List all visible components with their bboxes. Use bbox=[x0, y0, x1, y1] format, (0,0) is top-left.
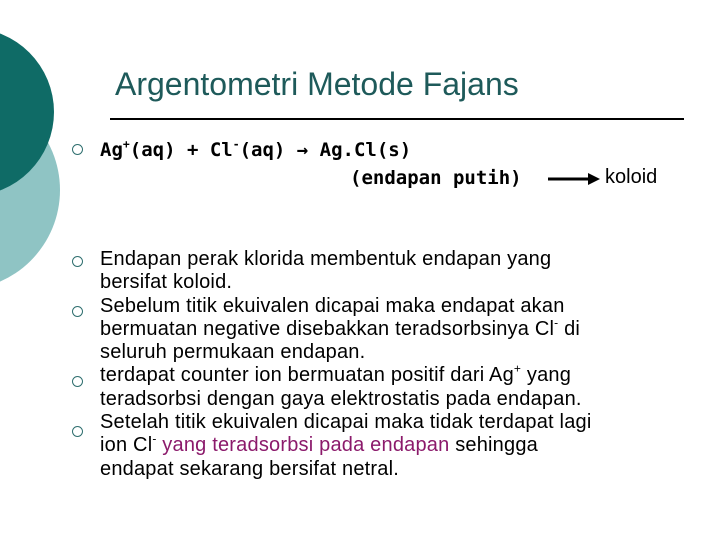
equation-product: (aq) → Ag.Cl(s) bbox=[239, 139, 412, 161]
bullet-icon bbox=[72, 426, 83, 437]
reaction-equation bbox=[100, 136, 411, 164]
list-item bbox=[100, 295, 700, 365]
bullet-list bbox=[100, 248, 700, 481]
text-segment: sehingga bbox=[449, 434, 538, 457]
list-item bbox=[100, 411, 700, 481]
cl-charge: - bbox=[232, 137, 240, 152]
text-segment: ion Cl bbox=[100, 434, 153, 457]
title-underline bbox=[110, 118, 684, 120]
bullet-icon bbox=[72, 376, 83, 387]
list-item-line: bersifat koloid. bbox=[100, 271, 233, 294]
cl-charge: - bbox=[554, 315, 559, 330]
highlighted-text: yang teradsorbsi pada endapan bbox=[156, 434, 450, 457]
right-arrow-icon bbox=[548, 172, 600, 186]
precipitate-label: (endapan putih) bbox=[350, 167, 522, 189]
colloid-label: koloid bbox=[605, 166, 658, 188]
list-item-line: Setelah titik ekuivalen dicapai maka tidak terdapat lagi bbox=[100, 411, 592, 434]
list-item-line bbox=[100, 431, 700, 457]
list-item-line: Endapan perak klorida membentuk endapan yang bbox=[100, 248, 552, 270]
list-item-line: seluruh permukaan endapan. bbox=[100, 341, 366, 364]
ag-charge: + bbox=[122, 137, 130, 152]
text-segment: bermuatan negative disebakkan teradsorbsinya Cl bbox=[100, 317, 555, 340]
list-item-line bbox=[100, 364, 700, 387]
list-item-line: Sebelum titik ekuivalen dicapai maka endapat akan bbox=[100, 294, 565, 317]
slide-title: Argentometri Metode Fajans bbox=[115, 66, 519, 102]
equation-reactants: (aq) + Cl bbox=[129, 139, 233, 161]
list-item-line bbox=[100, 315, 700, 341]
bullet-icon bbox=[72, 256, 83, 267]
equation-ag: Ag bbox=[100, 139, 123, 161]
list-item-line: teradsorbsi dengan gaya elektrostatis pada endapan. bbox=[100, 387, 582, 410]
ag-charge: + bbox=[513, 362, 522, 377]
text-segment: terdapat counter ion bermuatan positif dari Ag bbox=[100, 364, 514, 387]
list-item bbox=[100, 364, 700, 411]
text-segment: yang bbox=[521, 364, 572, 387]
text-segment: di bbox=[558, 317, 581, 340]
list-item bbox=[100, 248, 700, 295]
list-item-line: endapat sekarang bersifat netral. bbox=[100, 457, 400, 480]
cl-charge: - bbox=[152, 431, 157, 446]
bullet-icon bbox=[72, 306, 83, 317]
bullet-icon bbox=[72, 144, 83, 155]
